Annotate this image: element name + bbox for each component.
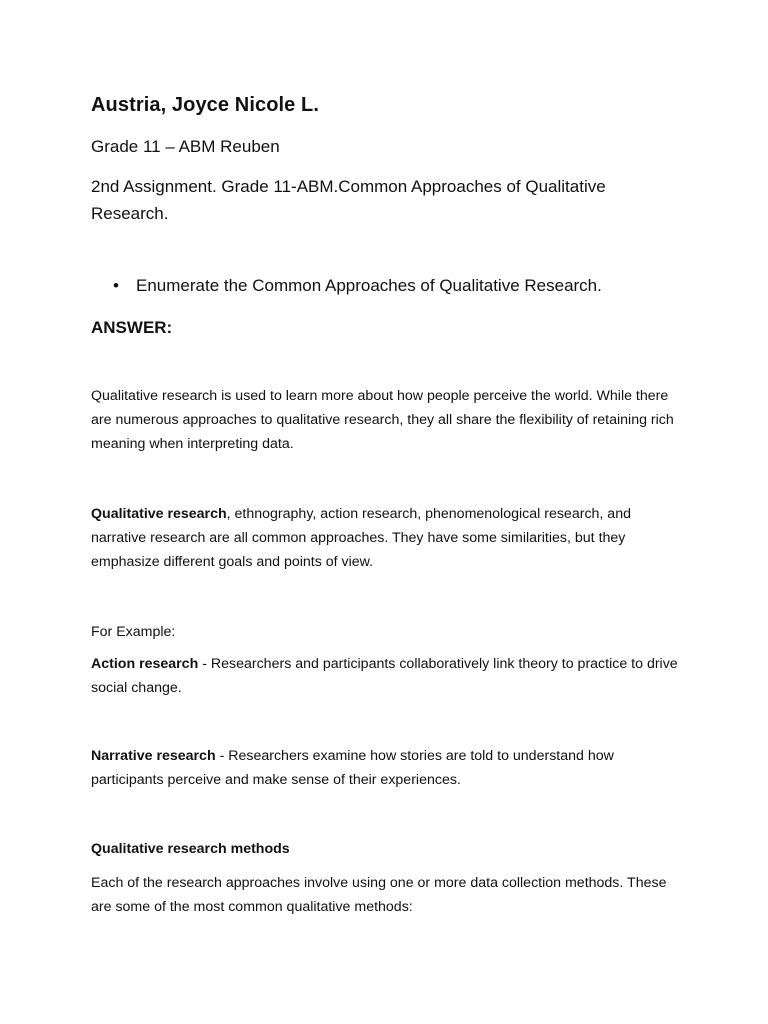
assignment-title: 2nd Assignment. Grade 11-ABM.Common Approaches of Qualitative Research. [91,177,606,223]
question-item [113,276,602,296]
action-research-term: Action research [91,656,199,672]
student-name: Austria, Joyce Nicole L. [91,94,320,116]
narrative-research-term: Narrative research [91,748,216,764]
answer-label: ANSWER: [91,318,173,337]
approaches-paragraph [91,502,681,574]
methods-heading-text: Qualitative research methods [91,841,290,857]
question-text: Enumerate the Common Approaches of Qualitative Research. [136,276,602,295]
bullet-icon: • [113,276,119,295]
methods-paragraph: Each of the research approaches involve using one or more data collection methods. These are some of the most common qualitative methods: [91,875,667,915]
methods-heading [91,837,681,861]
example-label: For Example: [91,624,176,640]
narrative-research-paragraph [91,744,681,792]
narrative-research-text: - Researchers examine how stories are told to understand how participants perceive and make sense of their experiences. [91,748,614,788]
approaches-term: Qualitative research [91,506,227,522]
action-research-paragraph [91,652,681,700]
grade-section: Grade 11 – ABM Reuben [91,137,280,156]
approaches-text: , ethnography, action research, phenomenological research, and narrative research are all common approaches. They have some similarities, but they emphasize different goals and points of view. [91,506,631,570]
intro-paragraph: Qualitative research is used to learn more about how people perceive the world. While there are numerous approaches to qualitative research, they all share the flexibility of retaining rich meaning when interpreting data. [91,388,674,452]
action-research-text: - Researchers and participants collaboratively link theory to practice to drive social change. [91,656,678,696]
